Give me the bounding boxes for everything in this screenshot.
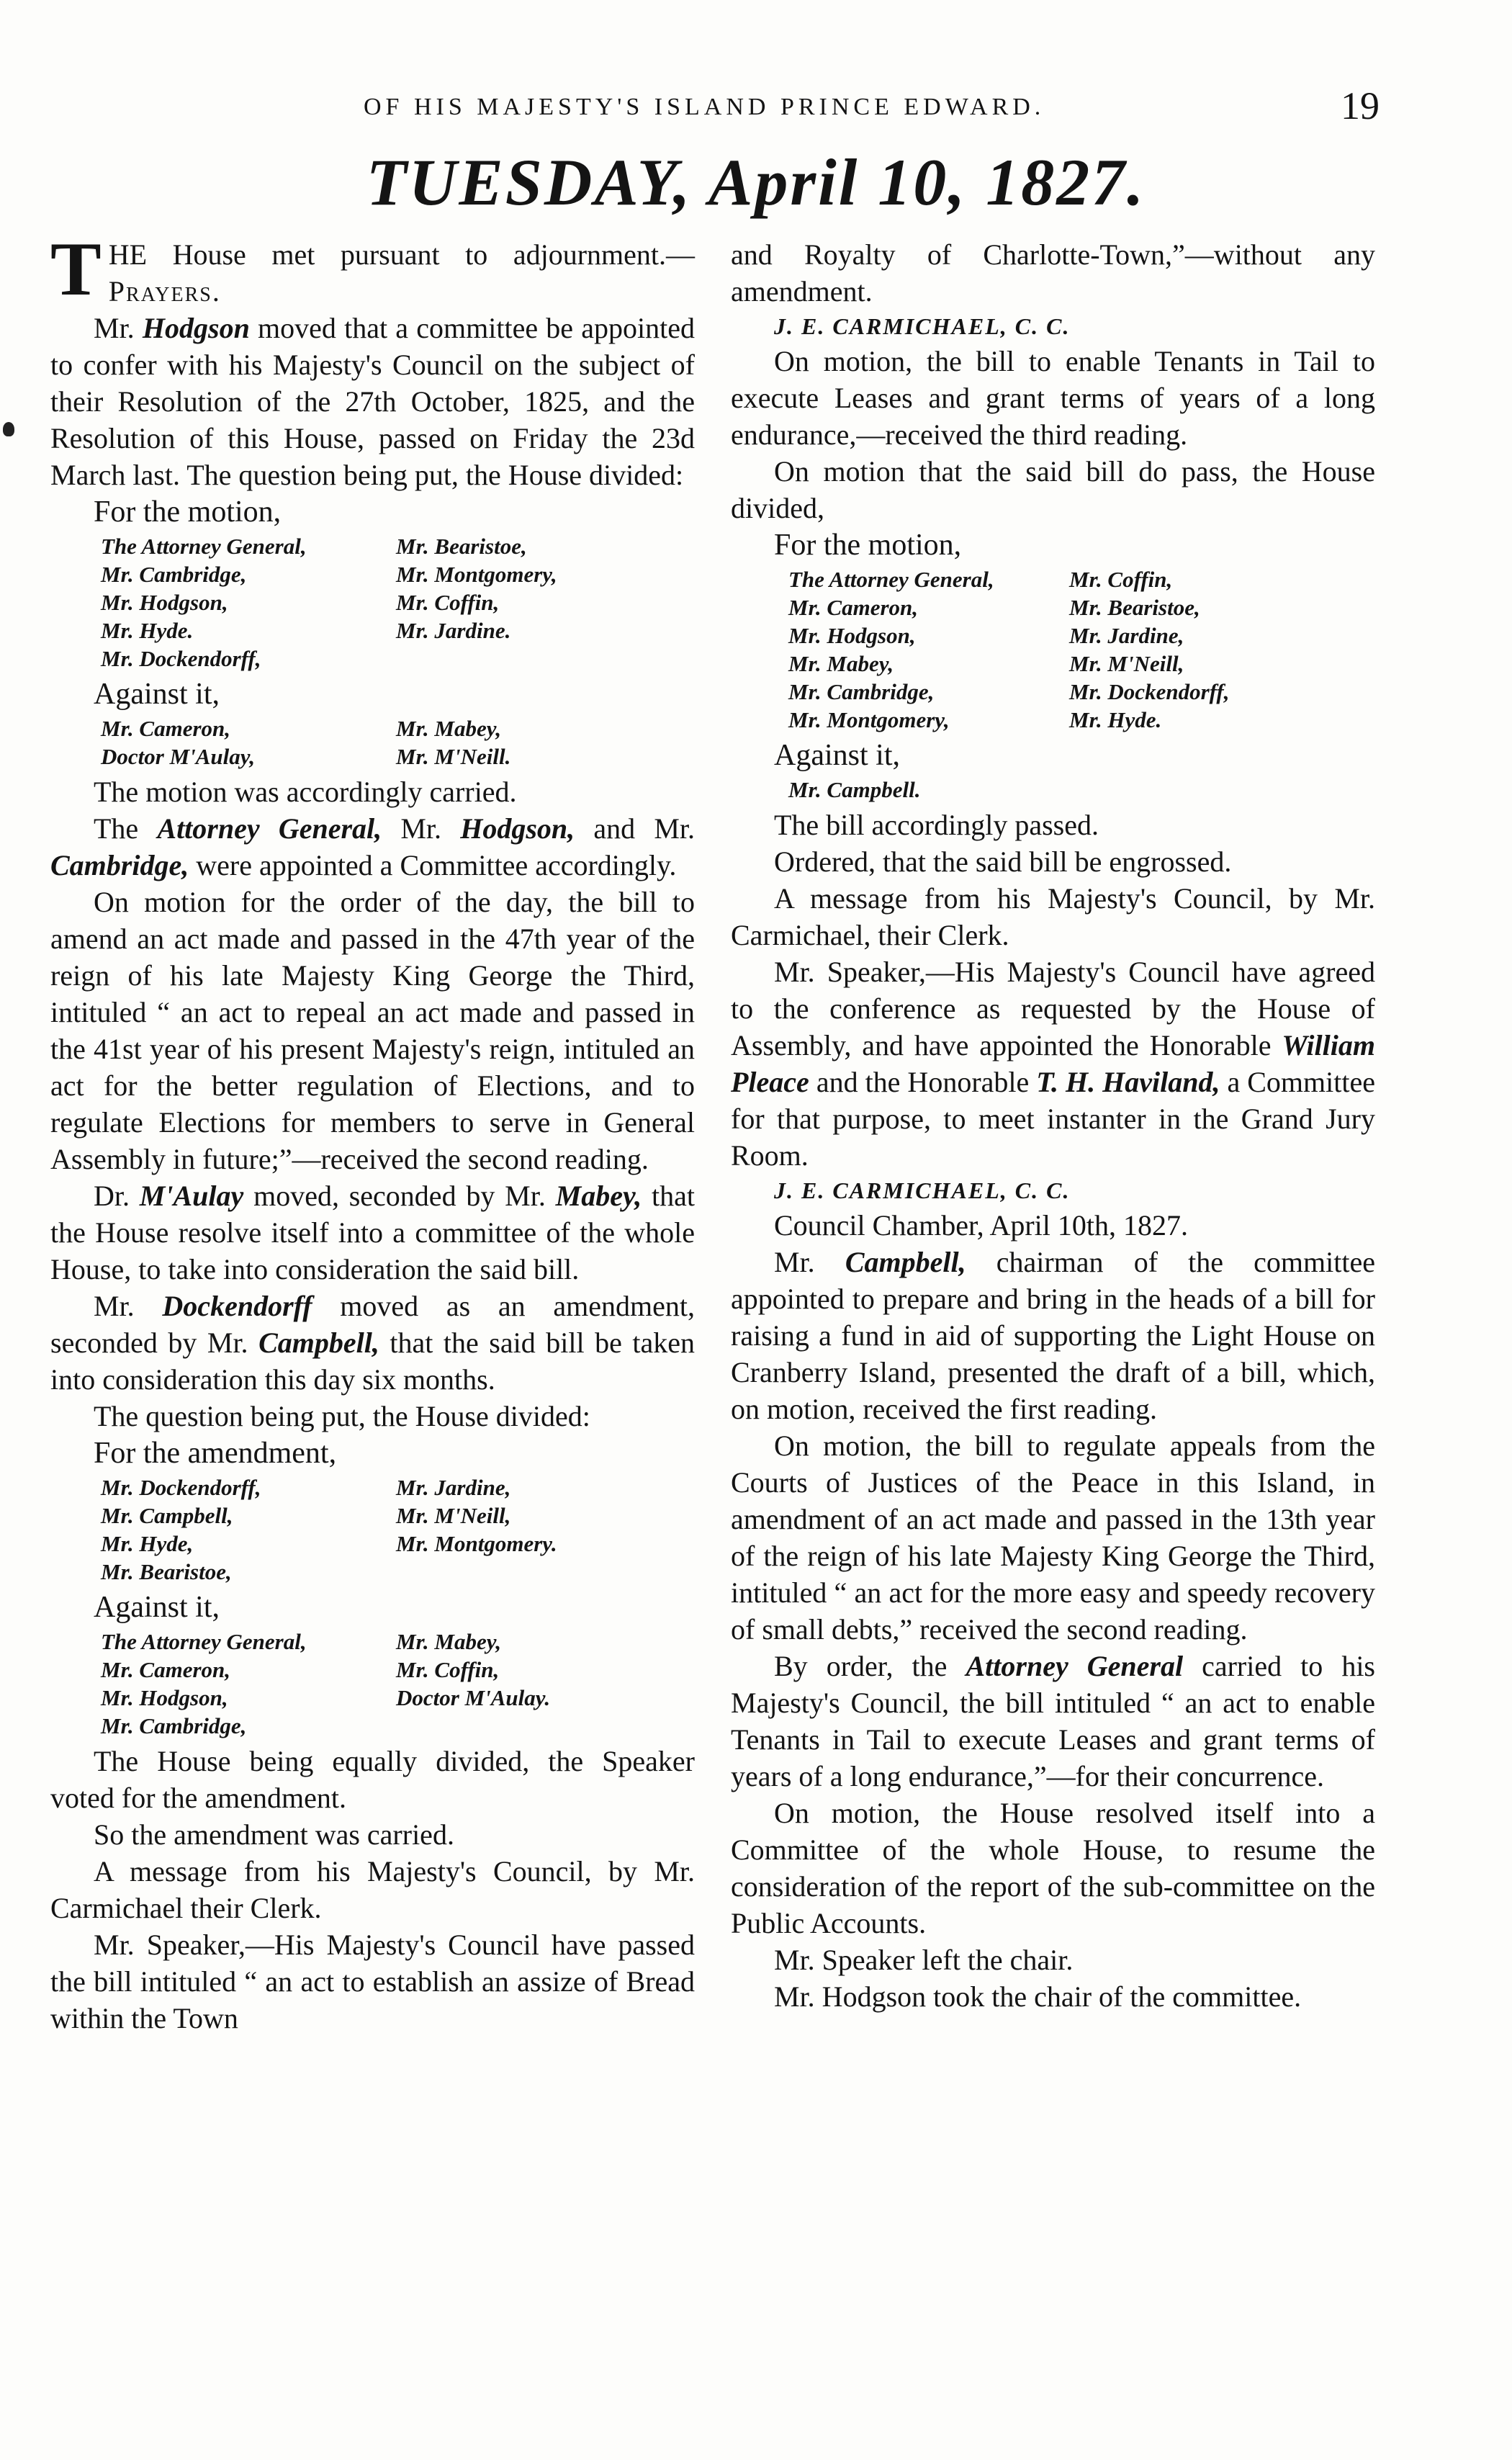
text: and Mr. xyxy=(575,812,696,845)
voter-name: Mr. Coffin, xyxy=(396,590,500,615)
paragraph: The question being put, the House divided: xyxy=(94,1400,590,1432)
voter-name: Mr. Jardine, xyxy=(1069,623,1184,648)
voter-name: Mr. Mabey, xyxy=(396,1629,502,1654)
paragraph: Mr. Speaker,—His Majesty's Council have passed the bill intituled “ an act to establish an assize of Bread within the Town xyxy=(50,1929,695,2034)
voter-name: Mr. M'Neill. xyxy=(396,744,511,769)
paragraph xyxy=(731,953,1375,1174)
text: were appointed a Committee accordingly. xyxy=(189,849,677,881)
paragraph xyxy=(731,1648,1375,1795)
voter-name: Mr. Bearistoe, xyxy=(1069,595,1200,620)
voter-name: Mr. Bearistoe, xyxy=(101,1559,232,1584)
voter-name: Mr. M'Neill, xyxy=(1069,651,1184,676)
voter-name: Mr. Hodgson, xyxy=(101,590,228,615)
member-name: Mabey, xyxy=(555,1180,642,1212)
voter-name: Mr. M'Neill, xyxy=(396,1503,511,1528)
vote-names-for xyxy=(101,1473,695,1586)
vote-names-for xyxy=(101,532,695,673)
voter-name: Mr. Hyde, xyxy=(101,1531,194,1556)
text: a Committee for that purpose, to meet instanter in the Grand Jury Room. xyxy=(731,1066,1375,1172)
voter-name: Mr. Bearistoe, xyxy=(396,534,527,559)
paragraph: and Royalty of Charlotte-Town,”—without any amendment. xyxy=(731,238,1375,308)
voter-name: Mr. Hodgson, xyxy=(788,623,916,648)
opening-text: HE House met pursuant to adjournment.— xyxy=(108,238,695,271)
voter-name: The Attorney General, xyxy=(101,534,307,559)
paragraph: A message from his Majesty's Council, by Mr. Carmichael their Clerk. xyxy=(50,1855,695,1924)
page-number: 19 xyxy=(1341,84,1380,127)
text: By order, the xyxy=(774,1650,966,1682)
voter-name: Mr. Montgomery, xyxy=(788,707,950,732)
member-name: Hodgson, xyxy=(460,812,575,845)
paragraph: The House being equally divided, the Speaker voted for the amendment. xyxy=(50,1745,695,1814)
text: moved, seconded by Mr. xyxy=(243,1180,556,1212)
paragraph: Mr. Hodgson took the chair of the committee. xyxy=(774,1980,1302,2013)
paragraph: So the amendment was carried. xyxy=(94,1818,454,1851)
vote-heading: Against it, xyxy=(94,678,220,711)
text: Mr. xyxy=(774,1246,845,1278)
vote-heading: For the amendment, xyxy=(94,1437,337,1470)
voter-name xyxy=(396,1558,684,1586)
voter-name xyxy=(396,1712,684,1740)
paragraph xyxy=(731,1244,1375,1427)
voter-name: Mr. Cambridge, xyxy=(101,1713,247,1738)
right-column xyxy=(731,236,1375,2015)
voter-name xyxy=(1069,776,1357,804)
voter-name: Mr. Coffin, xyxy=(396,1657,500,1682)
paragraph xyxy=(50,1177,695,1288)
voter-name: Mr. Dockendorff, xyxy=(1069,679,1230,704)
text: moved that a committee be appointed to confer with his Majesty's Council on the subject of their Resolution of the 27th October, 1825, and the Resolution of this House, passed on Friday the 23d March last. The question being put, the House divided: xyxy=(50,312,695,491)
paragraph: On motion, the bill to regulate appeals from the Courts of Justices of the Peace in this Island, in amendment of an act made and passed in the 13th year of the reign of his late Majesty King George the Third, intituled “ an act for the more easy and speedy recovery of small debts,” received the second reading. xyxy=(731,1429,1375,1646)
vote-heading: Against it, xyxy=(94,1591,220,1624)
voter-name: Doctor M'Aulay, xyxy=(101,744,256,769)
paragraph: On motion that the said bill do pass, the House divided, xyxy=(731,455,1375,524)
running-header xyxy=(0,84,1512,137)
paragraph xyxy=(50,310,695,493)
clerk-signature: J. E. CARMICHAEL, C. C. xyxy=(774,1177,1071,1203)
voter-name: Mr. Campbell, xyxy=(101,1503,233,1528)
member-name: Hodgson xyxy=(142,312,250,344)
drop-cap: T xyxy=(50,227,102,311)
voter-name: Mr. Cambridge, xyxy=(101,562,247,587)
voter-name: Mr. Hodgson, xyxy=(101,1685,228,1710)
member-name: Cambridge, xyxy=(50,849,189,881)
text: that the House resolve itself into a committee of the whole House, to take into consideration the said bill. xyxy=(50,1180,696,1285)
voter-name: Mr. Hyde. xyxy=(101,618,194,643)
member-name: Campbell, xyxy=(258,1326,379,1359)
text: carried to his Majesty's Council, the bill intituled “ an act to enable Tenants in Tail to execute Leases and grant terms of years of a long endurance,”—for their concurrence. xyxy=(731,1650,1375,1792)
vote-names-against xyxy=(788,776,1375,804)
voter-name: Doctor M'Aulay. xyxy=(396,1685,551,1710)
voter-name: Mr. Cameron, xyxy=(101,1657,231,1682)
paragraph: On motion for the order of the day, the bill to amend an act made and passed in the 47th year of the reign of his late Majesty King George the Third, intituled “ an act to repeal an act made and passed in the 41st year of his present Majesty's reign, intituled an act for the better regulation of Elections, and to regulate Elections for members to serve in General Assembly in future;”—received the second reading. xyxy=(50,886,695,1175)
voter-name: Mr. Jardine, xyxy=(396,1475,511,1500)
paragraph: On motion, the bill to enable Tenants in Tail to execute Leases and grant terms of years of a long endurance,—received the third reading. xyxy=(731,345,1375,451)
voter-name: Mr. Dockendorff, xyxy=(101,646,261,671)
text: Mr. xyxy=(94,1290,163,1322)
member-name: Attorney General, xyxy=(157,812,382,845)
vote-names-against xyxy=(101,1628,695,1740)
vote-names-against xyxy=(101,714,695,771)
voter-name: Mr. Jardine. xyxy=(396,618,511,643)
paragraph: A message from his Majesty's Council, by Mr. Carmichael, their Clerk. xyxy=(731,882,1375,951)
member-name: M'Aulay xyxy=(139,1180,244,1212)
left-column xyxy=(50,227,696,2037)
paragraph xyxy=(50,1288,695,1398)
voter-name: Mr. Montgomery. xyxy=(396,1531,557,1556)
clerk-signature: J. E. CARMICHAEL, C. C. xyxy=(774,313,1071,339)
prayers-label: Prayers. xyxy=(108,275,221,308)
voter-name: The Attorney General, xyxy=(101,1629,307,1654)
text: chairman of the committee appointed to prepare and bring in the heads of a bill for raising a fund in aid of supporting the Light House on Cranberry Island, presented the draft of a bill, which, on motion, received the first reading. xyxy=(731,1246,1375,1425)
voter-name: Mr. Cameron, xyxy=(101,716,231,741)
voter-name: Mr. Mabey, xyxy=(788,651,894,676)
text: Mr. xyxy=(382,812,461,845)
voter-name: Mr. Coffin, xyxy=(1069,567,1173,592)
opening-paragraph xyxy=(50,227,695,311)
member-name: Attorney General xyxy=(966,1650,1184,1682)
paragraph: Ordered, that the said bill be engrossed. xyxy=(774,845,1232,878)
paragraph xyxy=(50,810,695,884)
text: The xyxy=(94,812,158,845)
voter-name: Mr. Mabey, xyxy=(396,716,502,741)
text: and the Honorable xyxy=(809,1066,1037,1098)
voter-name: Mr. Dockendorff, xyxy=(101,1475,261,1500)
running-title: OF HIS MAJESTY'S ISLAND PRINCE EDWARD. xyxy=(364,94,1045,120)
paragraph: On motion, the House resolved itself into a Committee of the whole House, to resume the consideration of the report of the sub-committee on the Public Accounts. xyxy=(731,1797,1375,1939)
paragraph: The bill accordingly passed. xyxy=(774,809,1099,841)
dateline: Council Chamber, April 10th, 1827. xyxy=(774,1209,1189,1242)
text: Dr. xyxy=(94,1180,140,1212)
vote-names-for xyxy=(788,565,1375,734)
text: moved as an amendment, seconded by Mr. xyxy=(50,1290,696,1359)
voter-name: Mr. Cambridge, xyxy=(788,679,935,704)
voter-name: The Attorney General, xyxy=(788,567,994,592)
vote-heading: For the motion, xyxy=(94,495,282,529)
text: that the said bill be taken into consideration this day six months. xyxy=(50,1326,695,1396)
paragraph: Mr. Speaker left the chair. xyxy=(774,1944,1074,1976)
voter-name: Mr. Hyde. xyxy=(1069,707,1162,732)
voter-name: Mr. Cameron, xyxy=(788,595,919,620)
member-name: William Pleace xyxy=(731,1029,1375,1098)
voter-name xyxy=(396,645,684,673)
voter-name: Mr. Montgomery, xyxy=(396,562,557,587)
text: Mr. xyxy=(94,312,143,344)
vote-heading: Against it, xyxy=(774,739,900,772)
date-heading: TUESDAY, April 10, 1827. xyxy=(366,145,1146,219)
margin-hand-mark xyxy=(3,422,14,436)
paragraph: The motion was accordingly carried. xyxy=(94,776,517,808)
text: Mr. Speaker,—His Majesty's Council have agreed to the conference as requested by the House of Assembly, and have appointed the Honorable xyxy=(731,956,1375,1061)
vote-heading: For the motion, xyxy=(774,529,962,562)
member-name: T. H. Haviland, xyxy=(1036,1066,1220,1098)
voter-name: Mr. Campbell. xyxy=(788,777,921,802)
member-name: Dockendorff xyxy=(162,1290,312,1322)
member-name: Campbell, xyxy=(845,1246,966,1278)
